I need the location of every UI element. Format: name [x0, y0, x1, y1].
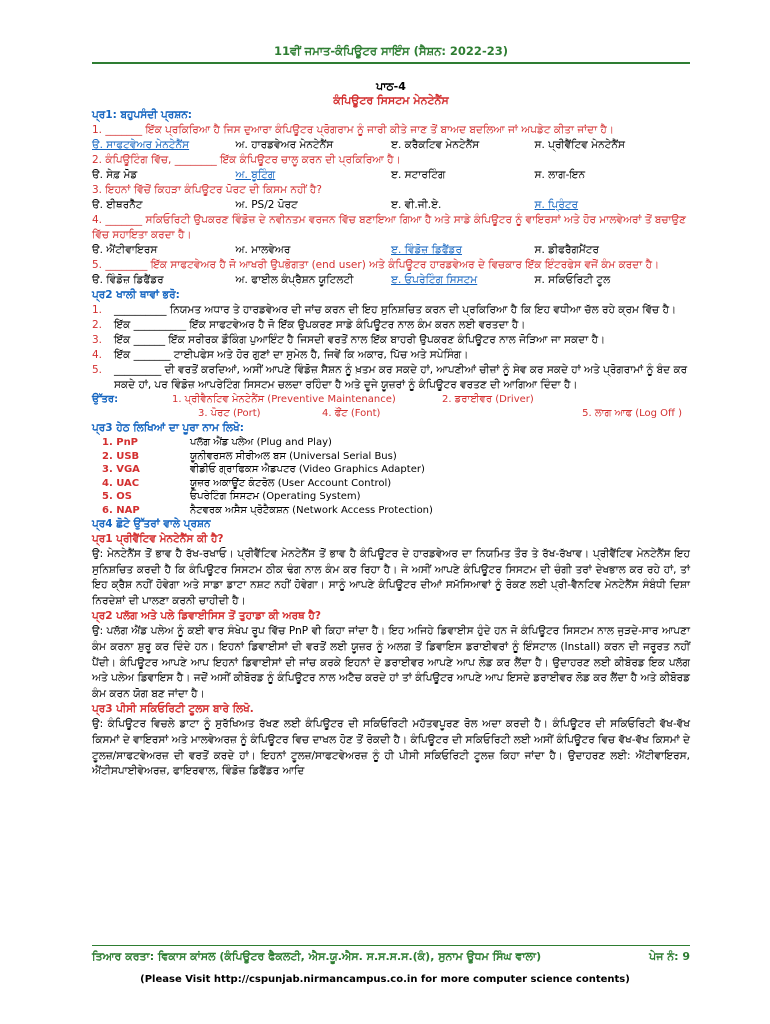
mcq-option: ੳ. ਸਾਫਟਵੇਅਰ ਮੇਨਟੇਨੈਂਸ: [92, 139, 190, 151]
mcq-list: [92, 123, 690, 288]
abbr-value: ਯੂਜ਼ਰ ਅਕਾਊਂਟ ਕੰਟਰੋਲ (User Account Control): [190, 477, 392, 489]
fill-text: ਇੱਕ __________ ਇੱਕ ਸਾਫਟਵੇਅਰ ਹੈ ਜੋ ਇੱਕ ਉਪਕਰਣ ਸਾਡੇ ਕੰਪਿਊਟਰ ਨਾਲ ਕੰਮ ਕਰਨ ਲਈ ਵਰਤਦਾ ਹੈ।: [114, 319, 526, 331]
fill-list: [92, 303, 690, 393]
mcq-options: [92, 198, 690, 213]
mcq-option: ੳ. ਸੇਫ਼ ਮੋਡ: [92, 169, 138, 181]
fill-item: [92, 363, 690, 393]
answer-1: 1. ਪ੍ਰੀਵੈਨਟਿਵ ਮੇਨਟੇਨੈਂਸ (Preventive Maintenance): [172, 394, 396, 405]
answer-4-5: [322, 407, 682, 421]
mcq-option: ਅ. ਫਾਈਲ ਕੰਪ੍ਰੈਸ਼ਨ ਯੂਟਿਲਟੀ: [235, 274, 354, 286]
short-question: ਪ੍ਰ2 ਪਲੱਗ ਅਤੇ ਪਲੇ ਡਿਵਾਈਸਿਸ ਤੋਂ ਤੁਹਾਡਾ ਕੀ ਅਰਥ ਹੈ?: [92, 610, 321, 623]
abbr-value: ਨੈਟਵਰਕ ਅਸੈਸ ਪ੍ਰੋਟੈਕਸ਼ਨ (Network Access Protection): [190, 504, 433, 516]
lesson-title: ਕੰਪਿਊਟਰ ਸਿਸਟਮ ਮੇਨਟੇਨੈਂਸ: [333, 94, 449, 107]
answer-5: 5. ਲਾਗ ਆਫ (Log Off ): [582, 408, 682, 419]
short-question: ਪ੍ਰ1 ਪ੍ਰੀਵੈਂਟਿਵ ਮੇਨਟੇਨੈਂਸ ਕੀ ਹੈ?: [92, 533, 224, 545]
fill-item: [92, 303, 690, 318]
mcq-options: [92, 273, 690, 288]
author-credit: ਤਿਆਰ ਕਰਤਾ: ਵਿਕਾਸ ਕਾਂਸਲ (ਕੰਪਿਊਟਰ ਫੈਕਲਟੀ, ਐਸ.ਯੂ.ਐਸ. ਸ.ਸ.ਸ.ਸ.(ਕੰ), ਸੁਨਾਮ ਊਧਮ ਸਿੰਘ ਵਾਲਾ): [92, 950, 542, 963]
short-list: [92, 532, 690, 780]
fill-item: [92, 318, 690, 333]
mcq-option: ਸ. ਡੀਫਰੈਗਮੈਂਟਰ: [534, 244, 599, 256]
mcq-option: ੳ. ਈਥਰਨੈੱਟ: [92, 199, 143, 211]
abbr-key: 1. PnP: [102, 437, 139, 448]
mcq-option: ੲ. ਸਟਾਰਟਿੰਗ: [390, 169, 446, 181]
mcq-option: ਅ. ਮਾਲਵੇਅਰ: [235, 244, 291, 256]
abbr-spacer: [92, 463, 102, 477]
mcq-question: 2. ਕੰਪਿਊਟਿੰਗ ਵਿੱਚ, ________ ਇੱਕ ਕੰਪਿਊਟਰ ਚਾਲੂ ਕਰਨ ਦੀ ਪ੍ਰਕਿਰਿਆ ਹੈ।: [92, 154, 401, 166]
mcq-options: [92, 243, 690, 258]
mcq-option: ੳ. ਐਂਟੀਵਾਇਰਸ: [92, 244, 158, 256]
answers-label: ਉੱਤਰ:: [92, 394, 119, 405]
abbr-heading: ਪ੍ਰ3 ਹੇਠ ਲਿਖਿਆਂ ਦਾ ਪੂਰਾ ਨਾਮ ਲਿਖੋ:: [92, 422, 244, 434]
mcq-question: 5. ________ ਇੱਕ ਸਾਫਟਵੇਅਰ ਹੈ ਜੋ ਆਖਰੀ ਉਪਭੋਗਤਾ (end user) ਅਤੇ ਕੰਪਿਊਟਰ ਹਾਰਡਵੇਅਰ ਦੇ ਵਿਚਕਾਰ ਇੱਕ ਇੰਟਰਫੇਸ ਵਜੋਂ ਕੰਮ ਕਰਦਾ ਹੈ।: [92, 259, 660, 271]
mcq-option: ਸ. ਲਾਗ-ਇਨ: [534, 169, 586, 181]
fill-heading: ਪ੍ਰ2 ਖਾਲੀ ਥਾਵਾਂ ਭਰੋ:: [92, 289, 180, 301]
abbr-row: [92, 463, 690, 477]
mcq-option: ੲ. ਵਿੰਡੋਜ਼ ਡਿਫੈਂਡਰ: [390, 244, 463, 256]
page-footer: [92, 945, 690, 965]
abbr-list: [92, 436, 690, 517]
fill-item: [92, 333, 690, 348]
lesson-number: ਪਾਠ-4: [376, 80, 406, 93]
page-number: ਪੇਜ ਨੰ: 9: [649, 950, 690, 963]
fill-number: 3.: [92, 334, 103, 346]
fill-text: __________ ਨਿਯਮਤ ਅਧਾਰ ਤੇ ਹਾਰਡਵੇਅਰ ਦੀ ਜਾਂਚ ਕਰਨ ਦੀ ਇਹ ਸੁਨਿਸ਼ਚਿਤ ਕਰਨ ਦੀ ਪ੍ਰਕਿਰਿਆ ਹੈ ਕਿ ਇਹ ਵਧੀਆ ਚੱਲ ਰਹੇ ਕ੍ਰਮ ਵਿੱਚ ਹੈ।: [114, 304, 677, 316]
abbr-spacer: [92, 450, 102, 464]
abbr-spacer: [92, 490, 102, 504]
fill-number: 5.: [92, 364, 103, 376]
mcq-question: 4. _______ ਸਕਿਓਰਿਟੀ ਉਪਕਰਣ ਵਿੰਡੋਜ਼ ਦੇ ਨਵੀਨਤਮ ਵਰਜਨ ਵਿੱਚ ਬਣਾਇਆ ਗਿਆ ਹੈ ਅਤੇ ਸਾਡੇ ਕੰਪਿਊਟਰ ਨੂੰ ਵਾਇਰਸਾਂ ਅਤੇ ਹੋਰ ਮਾਲਵੇਅਰਾਂ ਤੋਂ ਬਚਾਉਣ ਵਿੱਚ ਸਹਾਇਤਾ ਕਰਦਾ ਹੈ।: [92, 214, 686, 241]
answer-4: 4. ਫੌਂਟ (Font): [322, 408, 381, 419]
short-heading: ਪ੍ਰ4 ਛੋਟੇ ਉੱਤਰਾਂ ਵਾਲੇ ਪ੍ਰਸ਼ਨ: [92, 518, 211, 530]
abbr-key: 3. VGA: [102, 464, 140, 475]
abbr-spacer: [92, 436, 102, 450]
mcq-option: ਸ. ਪ੍ਰਿੰਟਰ: [534, 199, 579, 211]
mcq-option: ਅ. PS/2 ਪੋਰਟ: [235, 199, 298, 211]
abbr-key: 6. NAP: [102, 504, 140, 516]
abbr-key: 4. UAC: [102, 477, 140, 489]
mcq-option: ੲ. ਓਪਰੇਟਿੰਗ ਸਿਸਟਮ: [390, 274, 478, 286]
fill-number: 4.: [92, 349, 103, 361]
mcq-option: ਸ. ਸਕਿਓਰਿਟੀ ਟੂਲ: [534, 274, 611, 286]
fill-item: [92, 348, 690, 363]
abbr-value: ਪਲੱਗ ਐਂਡ ਪਲੇਅ (Plug and Play): [190, 437, 332, 448]
fill-number: 1.: [92, 304, 103, 316]
abbr-value: ਯੂਨੀਵਰਸਲ ਸੀਰੀਅਲ ਬਸ (Universal Serial Bus): [190, 450, 397, 462]
answer-2: 2. ਡਰਾਈਵਰ (Driver): [442, 394, 534, 405]
mcq-option: ੲ. ਵੀ.ਜੀ.ਏ.: [390, 199, 442, 211]
mcq-question: 3. ਇਹਨਾਂ ਵਿੱਚੋਂ ਕਿਹੜਾ ਕੰਪਿਊਟਰ ਪੋਰਟ ਦੀ ਕਿਸਮ ਨਹੀਂ ਹੈ?: [92, 184, 322, 196]
short-answer: ਉ: ਮੇਨਟੇਨੈਂਸ ਤੋਂ ਭਾਵ ਹੈ ਰੱਖ-ਰਖਾਓ। ਪ੍ਰੀਵੈਂਟਿਵ ਮੇਨਟੇਨੈਂਸ ਤੋਂ ਭਾਵ ਹੈ ਕੰਪਿਊਟਰ ਦੇ ਹਾਰਡਵੇਅਰ ਦਾ ਨਿਯਮਿਤ ਤੌਰ ਤੇ ਰੱਖ-ਰੱਖਾਵ। ਪ੍ਰੀਵੈਂਟਿਵ ਮੇਨਟੇਨੈਂਸ ਇਹ ਸੁਨਿਸ਼ਚਿਤ ਕਰਦੀ ਹੈ ਕਿ ਕੰਪਿਊਟਰ ਸਿਸਟਮ ਠੀਕ ਢੰਗ ਨਾਲ ਕੰਮ ਕਰ ਰਿਹਾ ਹੈ। ਜੇ ਅਸੀਂ ਆਪਣੇ ਕੰਪਿਊਟਰ ਸਿਸਟਮ ਦੀ ਚੰਗੀ ਤਰਾਂ ਦੇਖਭਾਲ ਕਰ ਰਹੇ ਹਾਂ, ਤਾਂ ਇਹ ਕ੍ਰੈਸ਼ ਨਹੀਂ ਹੋਵੇਗਾ ਅਤੇ ਸਾਡਾ ਡਾਟਾ ਨਸ਼ਟ ਨਹੀਂ ਹੋਵੇਗਾ। ਸਾਨੂੰ ਆਪਣੇ ਕੰਪਿਊਟਰ ਦੀਆਂ ਸਮੱਸਿਆਵਾਂ ਨੂੰ ਰੋਕਣ ਲਈ ਪ੍ਰੀ-ਵੈਨਟਿਵ ਮੇਨਟੇਨੈਂਸ ਸੰਬੰਧੀ ਦਿਸ਼ਾ ਨਿਰਦੇਸ਼ਾਂ ਦੀ ਪਾਲਣਾ ਕਰਨੀ ਚਾਹੀਦੀ ਹੈ।: [92, 548, 690, 607]
abbr-row: [92, 477, 690, 491]
abbr-key: 5. OS: [102, 491, 132, 502]
fill-number: 2.: [92, 319, 103, 331]
answer-3: 3. ਪੋਰਟ (Port): [198, 408, 261, 419]
mcq-heading: ਪ੍ਰ1: ਬਹੁਪਸੰਦੀ ਪ੍ਰਸ਼ਨ:: [92, 109, 193, 121]
mcq-options: [92, 168, 690, 183]
short-answer: ਉ: ਪਲੱਗ ਐਂਡ ਪਲੇਅ ਨੂੰ ਕਈ ਵਾਰ ਸੰਖੇਪ ਰੂਪ ਵਿੱਚ PnP ਵੀ ਕਿਹਾ ਜਾਂਦਾ ਹੈ। ਇਹ ਅਜਿਹੇ ਡਿਵਾਈਸ ਹੁੰਦੇ ਹਨ ਜੋ ਕੰਪਿਊਟਰ ਸਿਸਟਮ ਨਾਲ ਜੁੜਦੇ-ਸਾਰ ਆਪਣਾ ਕੰਮ ਕਰਨਾ ਸ਼ੁਰੂ ਕਰ ਦਿੰਦੇ ਹਨ। ਇਹਨਾਂ ਡਿਵਾਈਸਾਂ ਦੀ ਵਰਤੋਂ ਲਈ ਯੂਜ਼ਰ ਨੂੰ ਅਲਗ ਤੋਂ ਡਿਵਾਇਸ ਡਰਾਈਵਰਾਂ ਨੂੰ ਇੰਸਟਾਲ (Install) ਕਰਨ ਦੀ ਜਰੂਰਤ ਨਹੀਂ ਪੈਂਦੀ। ਕੰਪਿਊਟਰ ਆਪਣੇ ਆਪ ਇਹਨਾਂ ਡਿਵਾਈਸਾਂ ਦੀ ਜਾਂਚ ਕਰਕੇ ਇਹਨਾਂ ਦੇ ਡਰਾਈਵਰ ਆਪਣੇ ਆਪ ਲੋਡ ਕਰ ਲੈਂਦਾ ਹੈ। ਉਦਾਹਰਣ ਲਈ ਕੀਬੋਰਡ ਇਕ ਪਲੱਗ ਅਤੇ ਪਲੇਅ ਡਿਵਾਇਸ ਹੈ। ਜਦੋਂ ਅਸੀਂ ਕੀਬੋਰਡ ਨੂੰ ਕੰਪਿਊਟਰ ਨਾਲ ਅਟੈਚ ਕਰਦੇ ਹਾਂ ਤਾਂ ਕੰਪਿਊਟਰ ਆਪਣੇ ਆਪ ਇਸਦੇ ਡਰਾਈਵਰ ਲੋਡ ਕਰ ਲੈਂਦਾ ਹੈ ਅਤੇ ਕੀਬੋਰਡ ਕੰਮ ਕਰਨ ਯੋਗ ਬਣ ਜਾਂਦਾ ਹੈ।: [92, 625, 690, 700]
abbr-row: [92, 450, 690, 464]
abbr-row: [92, 490, 690, 504]
abbr-spacer: [92, 477, 102, 491]
fill-text: ਇੱਕ _______ ਟਾਈਪਫੇਸ ਅਤੇ ਹੋਰ ਗੁਣਾਂ ਦਾ ਸੁਮੇਲ ਹੈ, ਜਿਵੇਂ ਕਿ ਅਕਾਰ, ਪਿੱਚ ਅਤੇ ਸਪੇਸਿੰਗ।: [114, 349, 469, 361]
mcq-options: [92, 138, 690, 153]
abbr-value: ਓਪਰੇਟਿੰਗ ਸਿਸਟਮ (Operating System): [190, 491, 361, 502]
abbr-row: [92, 504, 690, 518]
document-page: [92, 44, 690, 780]
mcq-question: 1. _______ ਇੱਕ ਪ੍ਰਕਿਰਿਆ ਹੈ ਜਿਸ ਦੁਆਰਾ ਕੰਪਿਊਟਰ ਪ੍ਰੋਗਰਾਮ ਨੂੰ ਜਾਰੀ ਕੀਤੇ ਜਾਣ ਤੋਂ ਬਾਅਦ ਬਦਲਿਆ ਜਾਂ ਅਪਡੇਟ ਕੀਤਾ ਜਾਂਦਾ ਹੈ।: [92, 124, 614, 136]
short-answer: ਉ: ਕੰਪਿਊਟਰ ਵਿਚਲੇ ਡਾਟਾ ਨੂੰ ਸੁਰੱਖਿਅਤ ਰੱਖਣ ਲਈ ਕੰਪਿਊਟਰ ਦੀ ਸਕਿਓਰਿਟੀ ਮਹੱਤਵਪੂਰਣ ਰੋਲ ਅਦਾ ਕਰਦੀ ਹੈ। ਕੰਪਿਊਟਰ ਦੀ ਸਕਿਓਰਿਟੀ ਵੱਖ-ਵੱਖ ਕਿਸਮਾਂ ਦੇ ਵਾਇਰਸਾਂ ਅਤੇ ਮਾਲਵੇਅਰਜ਼ ਨੂੰ ਕੰਪਿਊਟਰ ਵਿਚ ਦਾਖਲ ਹੋਣ ਤੋਂ ਰੋਕਦੀ ਹੈ। ਕੰਪਿਊਟਰ ਦੀ ਸਕਿਓਰਿਟੀ ਲਈ ਅਸੀਂ ਕੰਪਿਊਟਰ ਵਿਚ ਵੱਖ-ਵੱਖ ਕਿਸਮਾਂ ਦੇ ਟੂਲਜ਼/ਸਾਫਟਵੇਅਰਜ਼ ਦੀ ਵਰਤੋਂ ਕਰਦੇ ਹਾਂ। ਇਹਨਾਂ ਟੂਲਜ਼/ਸਾਫਟਵੇਅਰਜ਼ ਨੂੰ ਹੀ ਪੀਸੀ ਸਕਿਓਰਿਟੀ ਟੂਲਜ਼ ਕਿਹਾ ਜਾਂਦਾ ਹੈ। ਉਦਾਹਰਣ ਲਈ: ਐਂਟੀਵਾਇਰਸ, ਐਂਟੀਸਪਾਈਵੇਅਰਜ਼, ਫਾਇਰਵਾਲ, ਵਿੰਡੋਜ਼ ਡਿਫੈਂਡਰ ਆਦਿ: [92, 718, 690, 778]
abbr-value: ਵੀਡੀਓ ਗ੍ਰਾਫਿਕਸ ਐਡਪਟਰ (Video Graphics Adapter): [190, 464, 425, 475]
fill-answers: [92, 393, 690, 421]
visit-link[interactable]: (Please Visit http://cspunjab.nirmancampus.co.in for more computer science contents): [140, 974, 630, 985]
mcq-option: ਅ. ਬੂਟਿੰਗ: [235, 169, 276, 181]
abbr-row: [92, 436, 690, 450]
fill-text: _________ ਦੀ ਵਰਤੋਂ ਕਰਦਿਆਂ, ਅਸੀਂ ਆਪਣੇ ਵਿੰਡੋਜ਼ ਸੈਸ਼ਨ ਨੂੰ ਖ਼ਤਮ ਕਰ ਸਕਦੇ ਹਾਂ, ਆਪਣੀਆਂ ਚੀਜ਼ਾਂ ਨੂੰ ਸੇਵ ਕਰ ਸਕਦੇ ਹਾਂ ਅਤੇ ਪ੍ਰੋਗਰਾਮਾਂ ਨੂੰ ਬੰਦ ਕਰ ਸਕਦੇ ਹਾਂ, ਪਰ ਵਿੰਡੋਜ਼ ਆਪਰੇਟਿੰਗ ਸਿਸਟਮ ਚਲਦਾ ਰਹਿੰਦਾ ਹੈ ਅਤੇ ਦੂਜੇ ਯੂਜ਼ਰਾਂ ਨੂੰ ਕੰਪਿਊਟਰ ਵਰਤਣ ਦੀ ਆਗਿਆ ਦਿੰਦਾ ਹੈ।: [114, 364, 688, 391]
mcq-option: ੳ. ਵਿੰਡੋਜ਼ ਡਿਫੈਂਡਰ: [92, 274, 164, 286]
abbr-spacer: [92, 504, 102, 518]
mcq-option: ਸ. ਪ੍ਰੀਵੈਂਟਿਵ ਮੇਨਟੇਨੈਂਸ: [534, 139, 625, 151]
short-question: ਪ੍ਰ3 ਪੀਸੀ ਸਕਿਓਰਿਟੀ ਟੂਲਸ ਬਾਰੇ ਲਿਖੋ.: [92, 703, 254, 716]
mcq-option: ਅ. ਹਾਰਡਵੇਅਰ ਮੇਨਟੇਨੈਂਸ: [235, 139, 334, 151]
abbr-key: 2. USB: [102, 450, 140, 462]
page-header: 11ਵੀਂ ਜਮਾਤ-ਕੰਪਿਊਟਰ ਸਾਇੰਸ (ਸੈਸ਼ਨ: 2022-23): [92, 44, 690, 64]
mcq-option: ੲ. ਕਰੈਕਟਿਵ ਮੇਨਟੇਨੈਂਸ: [390, 139, 480, 151]
fill-text: ਇੱਕ ______ ਇੱਕ ਸਰੀਰਕ ਡੌਕਿੰਗ ਪੁਆਇੰਟ ਹੈ ਜਿਸਦੀ ਵਰਤੋਂ ਨਾਲ ਇੱਕ ਬਾਹਰੀ ਉਪਕਰਣ ਕੰਪਿਊਟਰ ਨਾਲ ਜੋੜਿਆ ਜਾ ਸਕਦਾ ਹੈ।: [114, 334, 606, 346]
